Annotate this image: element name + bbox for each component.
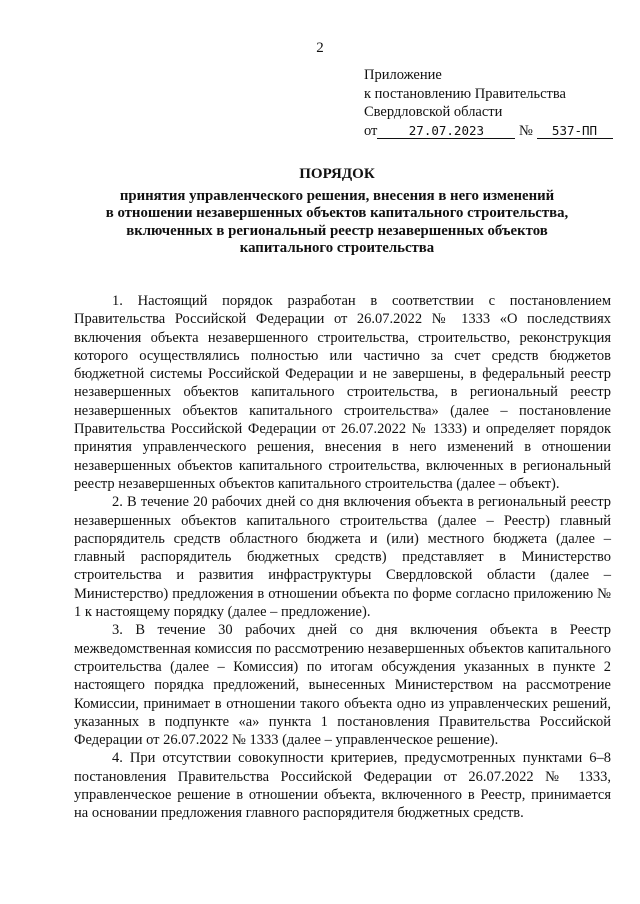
appendix-line-1: Приложение [364, 67, 442, 83]
title-line-3: включенных в региональный реестр незавершенных объектов [126, 222, 548, 239]
number-prefix: № [519, 122, 533, 139]
date-value: 27.07.2023 [377, 124, 515, 139]
document-title [60, 166, 614, 258]
paragraph-2: 2. В течение 20 рабочих дней со дня включения объекта в региональный реестр незавершенных объектов капитального строительства (далее – Реестр) главный распорядитель средств областного бюджета и (или) местного бюджета (далее – главный распорядитель бюджетных средств) представляет в Министерство строительства и развития инфраструктуры Свердловской области (далее – Министерство) предложения в отношении объекта по форме согласно приложению № 1 к настоящему порядку (далее – предложение). [74, 494, 611, 621]
date-prefix: от [364, 122, 378, 139]
appendix-line-3: Свердловской области [364, 104, 503, 120]
paragraph-4: 4. При отсутствии совокупности критериев, предусмотренных пунктами 6–8 постановления Правительства Российской Федерации от 26.07.2022 № 1333, управленческое решение в отношении объекта, включенного в Реестр, принимается на основании предложения главного распорядителя бюджетных средств. [74, 750, 611, 822]
number-value: 537-ПП [537, 124, 613, 139]
title-line-2: в отношении незавершенных объектов капитального строительства, [105, 205, 569, 221]
paragraph-3: 3. В течение 30 рабочих дней со дня включения объекта в Реестр межведомственная комиссия по рассмотрению незавершенных объектов капитального строительства (далее – Комиссия) по итогам обсуждения указанных в пункте 2 настоящего порядка предложений, вынесенных Министерством на рассмотрение Комиссии, принимает в отношении такого объекта одно из управленческих решений, указанных в подпункте «а» пункта 1 постановления Правительства Российской Федерации от 26.07.2022 № 1333 (далее – управленческое решение). [74, 622, 611, 749]
title-line-4: капитального строительства [239, 240, 435, 256]
appendix-block [364, 66, 613, 140]
appendix-date-row [364, 122, 613, 141]
page-number: 2 [316, 40, 324, 56]
appendix-line-2: к постановлению Правительства [364, 85, 566, 102]
title-line-1: принятия управленческого решения, внесения в него изменений [119, 187, 555, 204]
title-heading: ПОРЯДОК [299, 166, 375, 182]
paragraph-1: 1. Настоящий порядок разработан в соответствии с постановлением Правительства Российской Федерации от 26.07.2022 № 1333 «О последствиях включения объекта незавершенного строительства, строительство, реконструкция которого осуществлялись полностью или частично за счет средств бюджетов бюджетной системы Российской Федерации и не завершены, в федеральный реестр незавершенных объектов капитального строительства, в региональный реестр незавершенных объектов капитального строительства» (далее – постановление Правительства Российской Федерации от 26.07.2022 № 1333) и определяет порядок принятия управленческого решения, внесения в него изменений в отношении незавершенных объектов капитального строительства, включенных в региональный реестр незавершенных объектов капитального строительства (далее – объект). [74, 293, 611, 492]
document-body [74, 292, 611, 823]
